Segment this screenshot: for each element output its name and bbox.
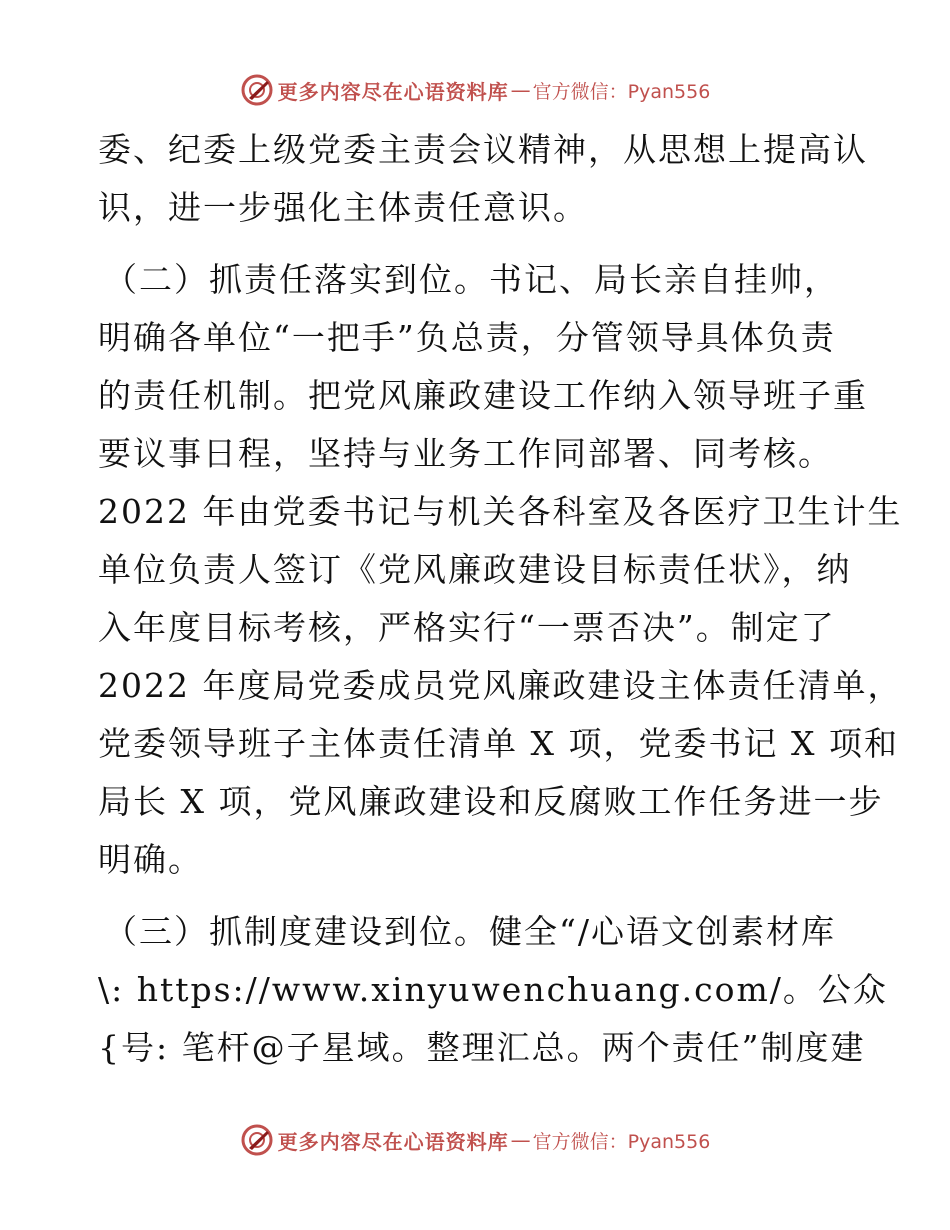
text-line: 入年度目标考核，严格实行“一票否决”。制定了 — [98, 608, 836, 647]
banner-account-text: 官方微信：Pyan556 — [532, 1130, 711, 1153]
text-line: 单位负责人签订《党风廉政建设目标责任状》，纳 — [98, 550, 852, 589]
banner-site-text: 更多内容尽在心语资料库 — [277, 79, 509, 104]
banner-dash: — — [510, 78, 531, 102]
text-line: 的责任机制。把党风廉政建设工作纳入领导班子重 — [98, 376, 868, 415]
logo-pen-icon — [240, 1123, 274, 1157]
text-line: 明确。 — [98, 840, 203, 879]
text-line: 2022 年由党委书记与机关各科室及各医疗卫生计生 — [98, 492, 903, 531]
logo-pen-icon — [240, 73, 274, 107]
banner-site-text: 更多内容尽在心语资料库 — [277, 1129, 509, 1154]
section-heading-3: （三）抓制度建设到位。健全“/心语文创素材库 — [104, 912, 836, 951]
section-heading-2: （二）抓责任落实到位。书记、局长亲自挂帅， — [104, 260, 839, 299]
footer-watermark-banner — [0, 1118, 950, 1162]
text-line: 党委领导班子主体责任清单 X 项，党委书记 X 项和 — [98, 724, 899, 763]
text-line: 识，进一步强化主体责任意识。 — [98, 188, 588, 227]
text-line: \: https://www.xinyuwenchuang.com/。公众 — [98, 970, 888, 1009]
text-line: 委、纪委上级党委主责会议精神，从思想上提高认 — [98, 130, 868, 169]
text-line: 明确各单位“一把手”负总责，分管领导具体负责 — [98, 318, 836, 357]
text-line: 局长 X 项，党风廉政建设和反腐败工作任务进一步 — [98, 782, 884, 821]
text-line: {号: 笔杆@子星域。整理汇总。两个责任”制度建 — [98, 1028, 866, 1067]
text-line: 2022 年度局党委成员党风廉政建设主体责任清单， — [98, 666, 903, 705]
text-line: 要议事日程，坚持与业务工作同部署、同考核。 — [98, 434, 833, 473]
banner-dash: — — [510, 1128, 531, 1152]
banner-account-text: 官方微信：Pyan556 — [532, 80, 711, 103]
document-body — [98, 121, 903, 1077]
header-watermark-banner — [0, 68, 950, 112]
